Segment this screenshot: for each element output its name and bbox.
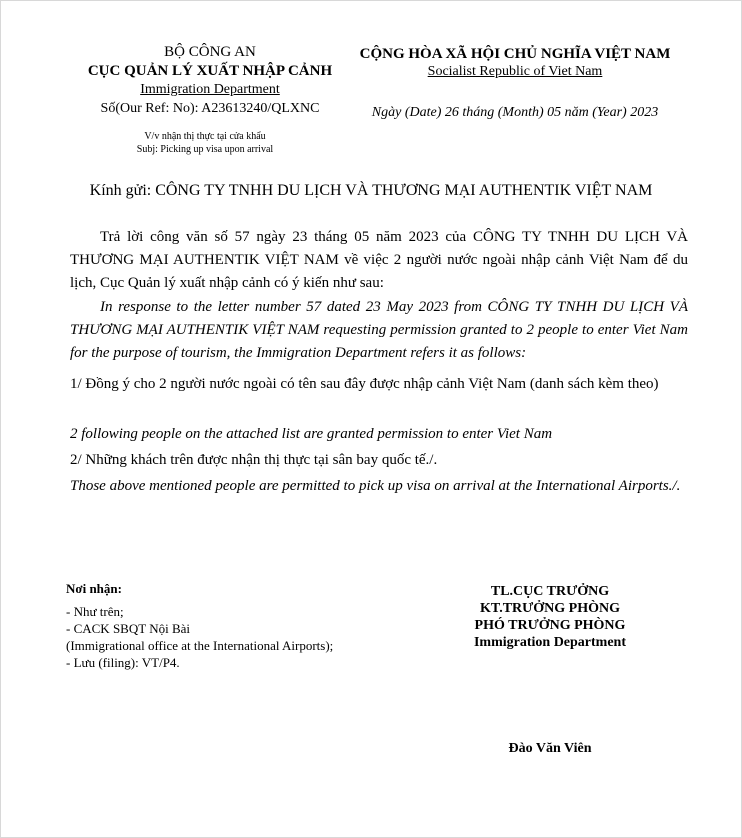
signature-line-3: PHÓ TRƯỞNG PHÒNG	[474, 618, 626, 633]
recipient-item: - Như trên;	[66, 604, 124, 619]
signature-line-1: TL.CỤC TRƯỞNG	[490, 584, 610, 599]
signer-name: Đào Văn Viên	[508, 741, 592, 756]
recipients-title: Nơi nhận:	[66, 581, 122, 596]
signature-line-4: Immigration Department	[473, 635, 627, 650]
department-name-en: Immigration Department	[140, 82, 280, 97]
item-1-vn: 1/ Đồng ý cho 2 người nước ngoài có tên sau đây được nhập cảnh Việt Nam (danh sách kèm theo)	[70, 376, 659, 392]
recipients-block	[66, 580, 346, 671]
item-2-vn: 2/ Những khách trên được nhận thị thực tại sân bay quốc tế./.	[70, 452, 438, 468]
paragraph-1-en: In response to the letter number 57 dated 23 May 2023 from CÔNG TY TNHH DU LỊCH VÀ THƯƠNG MẠI AUTHENTIK VIỆT NAM requesting permission granted to 2 people to enter Viet Nam for the purpose of tourism, the Immigration Department refers it as follows:	[70, 299, 688, 361]
department-name: CỤC QUẢN LÝ XUẤT NHẬP CẢNH	[87, 63, 333, 79]
salutation: Kính gửi: CÔNG TY TNHH DU LỊCH VÀ THƯƠNG MẠI AUTHENTIK VIỆT NAM	[89, 182, 653, 199]
item-2-en: Those above mentioned people are permitted to pick up visa on arrival at the International Airports./.	[70, 478, 681, 494]
country-name: CỘNG HÒA XÃ HỘI CHỦ NGHĨA VIỆT NAM	[359, 46, 671, 62]
subject-vn: V/v nhận thị thực tại cửa khẩu	[144, 131, 266, 142]
signature-line-2: KT.TRƯỞNG PHÒNG	[480, 601, 620, 616]
national-header	[355, 44, 675, 124]
recipient-item: - Lưu (filing): VT/P4.	[66, 655, 180, 670]
ministry-name: BỘ CÔNG AN	[164, 44, 256, 60]
recipient-item: (Immigrational office at the International Airports);	[66, 638, 334, 653]
issuer-header	[40, 44, 380, 120]
reference-number: Số(Our Ref: No): A23613240/QLXNC	[100, 101, 320, 116]
country-name-en: Socialist Republic of Viet Nam	[427, 64, 603, 79]
recipient-item: - CACK SBQT Nội Bài	[66, 621, 190, 636]
paragraph-1-vn: Trả lời công văn số 57 ngày 23 tháng 05 năm 2023 của CÔNG TY TNHH DU LỊCH VÀ THƯƠNG MẠI AUTHENTIK VIỆT NAM về việc 2 người nước ngoài nhập cảnh Việt Nam để du lịch, Cục Quản lý xuất nhập cảnh có ý kiến như sau:	[70, 229, 688, 291]
signature-block	[440, 583, 660, 651]
subject-block	[90, 130, 320, 156]
item-1-en: 2 following people on the attached list are granted permission to enter Viet Nam	[70, 426, 553, 442]
document-date: Ngày (Date) 26 tháng (Month) 05 năm (Year) 2023	[371, 105, 659, 120]
subject-en: Subj: Picking up visa upon arrival	[136, 144, 274, 155]
